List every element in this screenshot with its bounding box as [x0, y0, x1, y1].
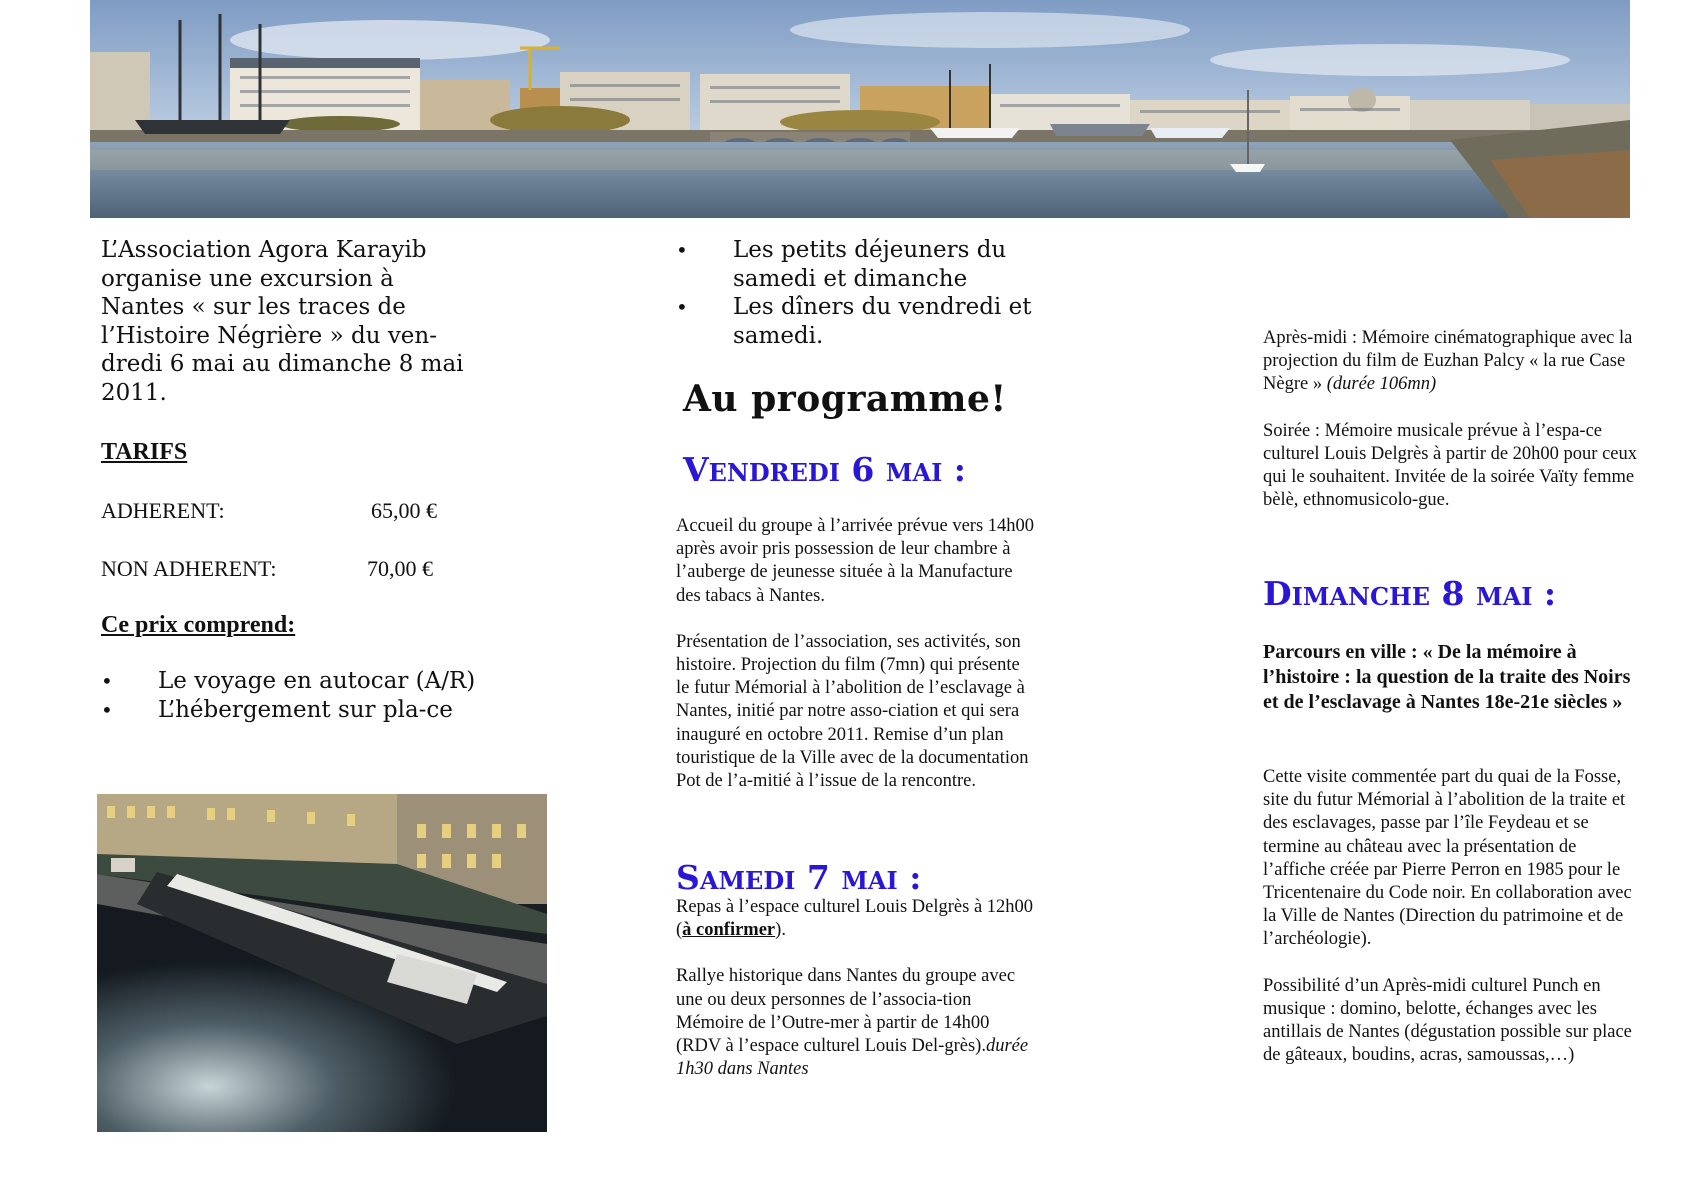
- evening-paragraph: Soirée : Mémoire musicale prévue à l’espa-ce culturel Louis Delgrès à partir de 20h00 pour ceux qui le souhaitent. Invitée de la soirée Vaïty femme bèlè, ethnomusicolo-gue.: [1263, 420, 1637, 511]
- saturday-paragraph-1: Repas à l’espace culturel Louis Delgrès à 12h00 (à confirmer).: [676, 897, 1034, 941]
- friday-program: [676, 515, 1036, 793]
- includes-list: [101, 667, 481, 724]
- list-item: • L’hébergement sur pla-ce: [101, 696, 481, 725]
- price-value: 70,00 €: [367, 556, 433, 581]
- sunday-program: [1263, 766, 1643, 1067]
- column-left: [101, 236, 481, 724]
- friday-heading: VENDREDI 6 MAI :: [683, 450, 966, 489]
- intro-paragraph: L’Association Agora Karayib organise une excursion à Nantes « sur les traces de l’Histoire Négrière » du ven-dredi 6 mai au dimanche 8 mai 2011.: [101, 237, 464, 406]
- price-label: NON ADHERENT:: [101, 556, 277, 581]
- list-item: • Les petits déjeuners du samedi et dimanche: [676, 236, 1076, 293]
- saturday-heading: SAMEDI 7 MAI :: [676, 858, 922, 897]
- sunday-heading: DIMANCHE 8 MAI :: [1263, 574, 1557, 613]
- list-item: • Le voyage en autocar (A/R): [101, 667, 481, 696]
- friday-paragraph-1: Accueil du groupe à l’arrivée prévue vers 14h00 après avoir pris possession de leur chambre à l’auberge de jeunesse située à la Manufacture des tabacs à Nantes.: [676, 516, 1035, 606]
- programme-title: Au programme!: [683, 378, 1007, 420]
- banner-panorama-image: [90, 0, 1630, 218]
- confirm-note: à confirmer: [682, 920, 776, 941]
- punch-paragraph: Possibilité d’un Après-midi culturel Punch en musique : domino, belotte, échanges avec les antillais de Nantes (dégustation possible sur place de gâteaux, boudins, acras, samoussas,…): [1263, 975, 1632, 1066]
- saturday-program: [676, 896, 1036, 1081]
- saturday-paragraph-2: Rallye historique dans Nantes du groupe avec une ou deux personnes de l’associa-tion Mémoire de l’Outre-mer à partir de 14h00 (RDV à l’espace culturel Louis Del-grès).durée 1h30 dans Nantes: [676, 966, 1029, 1080]
- memorial-night-image: [97, 794, 547, 1132]
- price-row-non-adherent: [101, 556, 481, 582]
- price-label: ADHERENT:: [101, 498, 225, 523]
- price-row-adherent: [101, 498, 481, 524]
- afternoon-paragraph: Après-midi : Mémoire cinématographique avec la projection du film de Euzhan Palcy « la rue Case Nègre » (durée 106mn): [1263, 328, 1633, 395]
- tour-description: Cette visite commentée part du quai de la Fosse, site du futur Mémorial à l’abolition de la traite et des esclavages, passe par l’île Feydeau et se termine au château avec la présentation de l’affiche créée par Pierre Perron en 1985 pour le Tricentenaire du Code noir. En collaboration avec la Ville de Nantes (Direction du patrimoine et de l’archéologie).: [1263, 767, 1632, 950]
- list-item: • Les dîners du vendredi et samedi.: [676, 293, 1076, 350]
- tour-title: Parcours en ville : « De la mémoire à l’histoire : la question de la traite des Noirs et de l’esclavage à Nantes 18e-21e siècles »: [1263, 641, 1631, 713]
- friday-paragraph-2: Présentation de l’association, ses activités, son histoire. Projection du film (7mn) qui présente le futur Mémorial à l’abolition de l’esclavage à Nantes, initié par notre asso-ciation et qui sera inauguré en octobre 2011. Remise d’un plan touristique de la Ville avec de la documentation Pot de l’a-mitié à l’issue de la rencontre.: [676, 631, 1029, 792]
- price-value: 65,00 €: [371, 498, 437, 523]
- includes-heading: Ce prix comprend:: [101, 612, 296, 638]
- tarifs-heading: TARIFS: [101, 439, 188, 465]
- includes-list-continued: [676, 236, 1076, 350]
- saturday-program-continued: [1263, 327, 1643, 512]
